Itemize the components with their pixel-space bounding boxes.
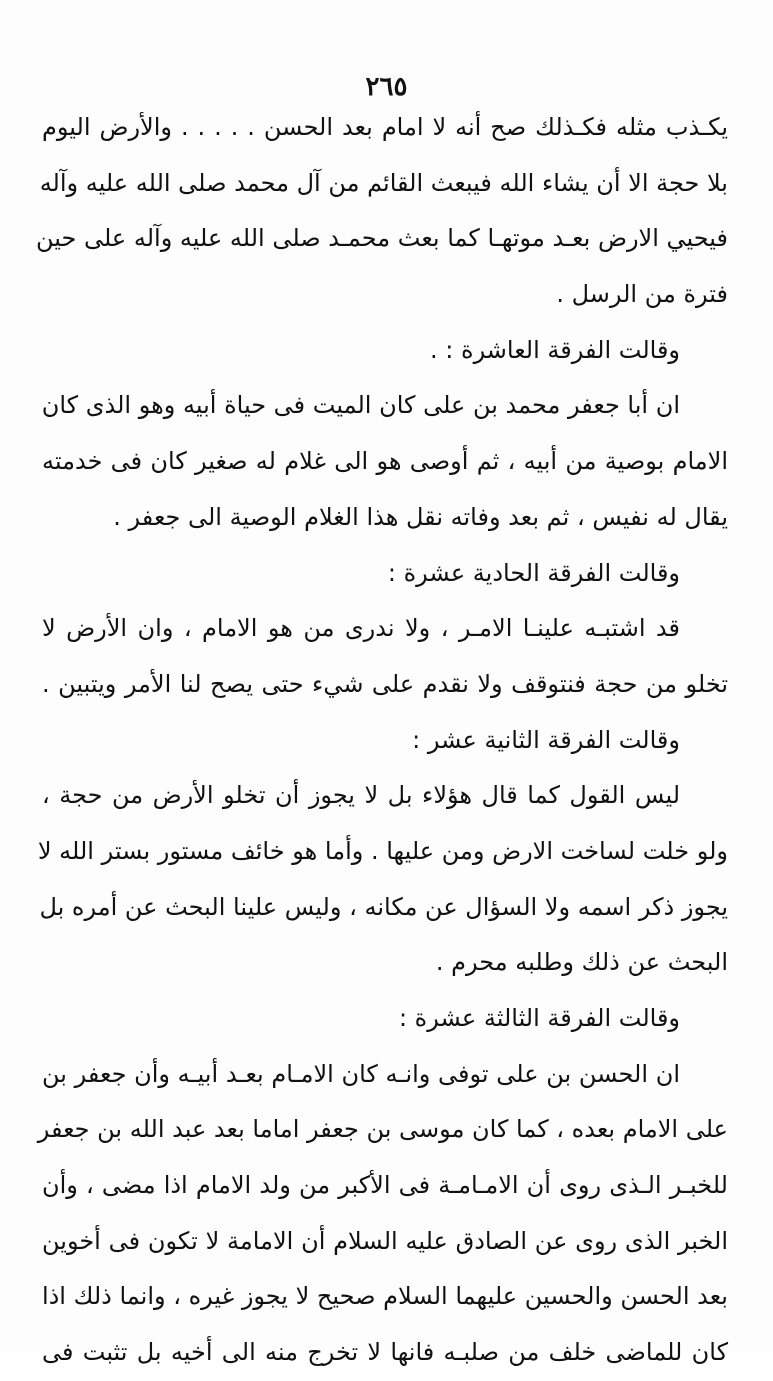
text-line: ليس القول كما قال هؤلاء بل لا يجوز أن تخلو الأرض من حجة ، [42, 781, 680, 810]
text-line: فترة من الرسل . [556, 280, 728, 309]
text-line: بلا حجة الا أن يشاء الله فيبعث القائم من آل محمد صلى الله عليه وآله [39, 168, 728, 197]
text-line: الامام بوصية من أبيه ، ثم أوصى هو الى غلام له صغير كان فى خدمته [42, 447, 728, 476]
text-line: البحث عن ذلك وطلبه محرم . [435, 948, 728, 977]
text-line: للخبـر الـذى روى أن الامـامـة فى الأكبر من ولد الامام اذا مضى ، وأن [42, 1171, 728, 1200]
text-line: كان للماضى خلف من صلبـه فانها لا تخرج منه الى أخيه بل تثبت فى [42, 1338, 728, 1367]
section-heading: وقالت الفرقة العاشرة : . [430, 335, 680, 364]
text-line: يكـذب مثله فكـذلك صح أنه لا امام بعد الحسن . . . . . والأرض اليوم [42, 113, 728, 141]
text-line: على الامام بعده ، كما كان موسى بن جعفر اماما بعد عبد الله بن جعفر [37, 1115, 728, 1144]
section-heading: وقالت الفرقة الثانية عشر : [412, 725, 680, 754]
text-line: بعد الحسن والحسين عليهما السلام صحيح لا يجوز غيره ، وانما ذلك اذا [41, 1282, 728, 1311]
text-line: يجوز ذكر اسمه ولا السؤال عن مكانه ، وليس علينا البحث عن أمره بل [39, 892, 728, 921]
text-line: ان الحسن بن على توفى وانـه كان الامـام بعـد أبيـه وأن جعفر بن [42, 1059, 680, 1088]
section-heading: وقالت الفرقة الثالثة عشرة : [398, 1004, 680, 1032]
text-line: ولو خلت لساخت الارض ومن عليها . وأما هو خائف مستور بستر الله لا [37, 836, 728, 865]
text-line: فيحيي الارض بعـد موتهـا كما بعث محمـد صلى الله عليه وآله على حين [35, 224, 728, 253]
text-line: ان أبا جعفر محمد بن على كان الميت فى حياة أبيه وهو الذى كان [41, 391, 680, 420]
text-line: قد اشتبـه علينـا الامـر ، ولا ندرى من هو الامام ، وان الأرض لا [42, 614, 680, 643]
text-line: الخبر الذى روى عن الصادق عليه السلام أن الامامة لا تكون فى أخوين [42, 1226, 728, 1255]
body-text [35, 100, 728, 1381]
text-line: تخلو من حجة فنتوقف ولا نقدم على شيء حتى يصح لنا الأمر ويتبين . [42, 669, 728, 698]
page-number: ٢٦٥ [365, 72, 408, 102]
text-line: يقال له نفيس ، ثم بعد وفاته نقل هذا الغلام الوصية الى جعفر . [113, 502, 728, 531]
section-heading: وقالت الفرقة الحادية عشرة : [387, 558, 680, 587]
